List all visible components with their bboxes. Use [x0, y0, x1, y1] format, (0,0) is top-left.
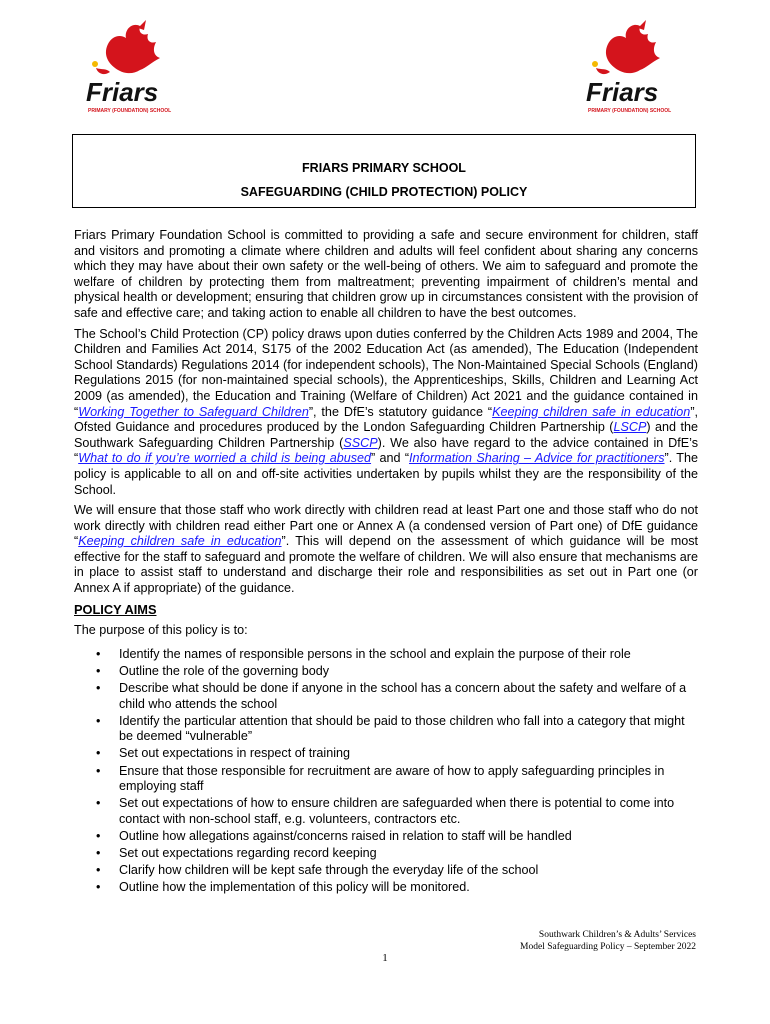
list-item: • Identify the particular attention that should be paid to those children who fall into a category that might be deemed “vulnerable”: [74, 714, 698, 745]
sscp-link[interactable]: SSCP: [343, 435, 378, 450]
list-item: • Describe what should be done if anyone in the school has a concern about the safety and welfare of a child who attends the school: [74, 681, 698, 712]
page-number: 1: [382, 952, 388, 964]
title-box: [72, 134, 696, 208]
list-item: • Set out expectations regarding record keeping: [74, 846, 698, 862]
information-sharing-link[interactable]: Information Sharing – Advice for practitioners: [409, 451, 665, 466]
dragon-logo-icon: [80, 16, 180, 116]
svg-text:Friars: Friars: [586, 77, 659, 107]
school-logo-left: [80, 16, 180, 116]
svg-text:PRIMARY (FOUNDATION) SCHOOL: PRIMARY (FOUNDATION) SCHOOL: [588, 108, 672, 114]
list-item: • Ensure that those responsible for recruitment are aware of how to apply safeguarding principles in employing staff: [74, 764, 698, 795]
list-item: • Identify the names of responsible persons in the school and explain the purpose of their role: [74, 647, 698, 663]
school-logo-right: [580, 16, 680, 116]
lscp-link[interactable]: LSCP: [613, 420, 647, 435]
list-item: • Clarify how children will be kept safe through the everyday life of the school: [74, 863, 698, 879]
list-item: • Outline how allegations against/concerns raised in relation to staff will be handled: [74, 829, 698, 845]
svg-text:PRIMARY (FOUNDATION) SCHOOL: PRIMARY (FOUNDATION) SCHOOL: [88, 108, 172, 114]
list-item: • Outline how the implementation of this policy will be monitored.: [74, 880, 698, 896]
school-name-heading: FRIARS PRIMARY SCHOOL: [302, 161, 466, 175]
intro-paragraph: Friars Primary Foundation School is committed to providing a safe and secure environment for children, staff and visitors and promoting a climate where children and adults will feel confident about sharing any concerns which they may have about their own safety or the well-being of others. We aim to safeguard and promote the welfare of children by protecting them from maltreatment; preventing impairment of children’s mental and physical health or development; ensuring that children grow up in circumstances consistent with the provision of safe and effective care; and taking action to enable all children to have the best outcomes.: [74, 228, 698, 320]
svg-text:Friars: Friars: [86, 77, 159, 107]
document-body: [74, 228, 698, 897]
worried-child-link[interactable]: What to do if you’re worried a child is being abused: [78, 451, 372, 466]
footer-line-1: Southwark Children’s & Adults’ Services: [538, 930, 696, 940]
page-footer: [520, 929, 696, 953]
kcsie-link[interactable]: Keeping children safe in education: [492, 404, 691, 419]
footer-line-2: Model Safeguarding Policy – September 2022: [520, 942, 696, 952]
legislation-paragraph: The School’s Child Protection (CP) policy draws upon duties conferred by the Children Acts 1989 and 2004, The Children and Families Act 2014, S175 of the 2002 Education Act (as amended), The Education (Independent School Standards) Regulations 2014 (for independent schools), The Non-Maintained Special Schools (England) Regulations 2015 (for non-maintained special schools), the Apprenticeships, Skills, Children and Learning Act 2009 (as amended), the Education and Training (Welfare of Children) Act 2021 and the guidance contained in “Working Together to Safeguard Children”, the DfE’s statutory guidance “Keeping children safe in education”, Ofsted Guidance and procedures produced by the London Safeguarding Children Partnership (LSCP) and the Southwark Safeguarding Children Partnership (SSCP). We also have regard to the advice contained in DfE’s “What to do if you’re worried a child is being abused” and “Information Sharing – Advice for practitioners”. The policy is applicable to all on and off-site activities undertaken by pupils whilst they are the responsibility of the School.: [74, 326, 699, 497]
staff-reading-paragraph: We will ensure that those staff who work directly with children read at least Part one and those staff who do not work directly with children read either Part one or Annex A (a condensed version of Part one) of DfE guidance “Keeping children safe in education”. This will depend on the assessment of which guidance will be most effective for the staff to safeguard and promote the welfare of children. We will also ensure that mechanisms are in place to assist staff to understand and discharge their role and responsibilities as set out in Part one (or Annex A if appropriate) of the guidance.: [74, 503, 698, 596]
dragon-logo-icon: [580, 16, 680, 116]
working-together-link[interactable]: Working Together to Safeguard Children: [78, 404, 309, 419]
list-item: • Outline the role of the governing body: [74, 664, 698, 680]
list-item: • Set out expectations of how to ensure children are safeguarded when there is potential to come into contact with non-school staff, e.g. volunteers, contractors etc.: [74, 796, 698, 827]
list-item: • Set out expectations in respect of training: [74, 746, 698, 762]
aims-list: [74, 647, 698, 896]
aims-intro: The purpose of this policy is to:: [74, 623, 248, 638]
policy-title-heading: SAFEGUARDING (CHILD PROTECTION) POLICY: [240, 185, 528, 199]
policy-aims-heading: POLICY AIMS: [74, 601, 157, 617]
kcsie-link-2[interactable]: Keeping children safe in education: [78, 534, 282, 549]
